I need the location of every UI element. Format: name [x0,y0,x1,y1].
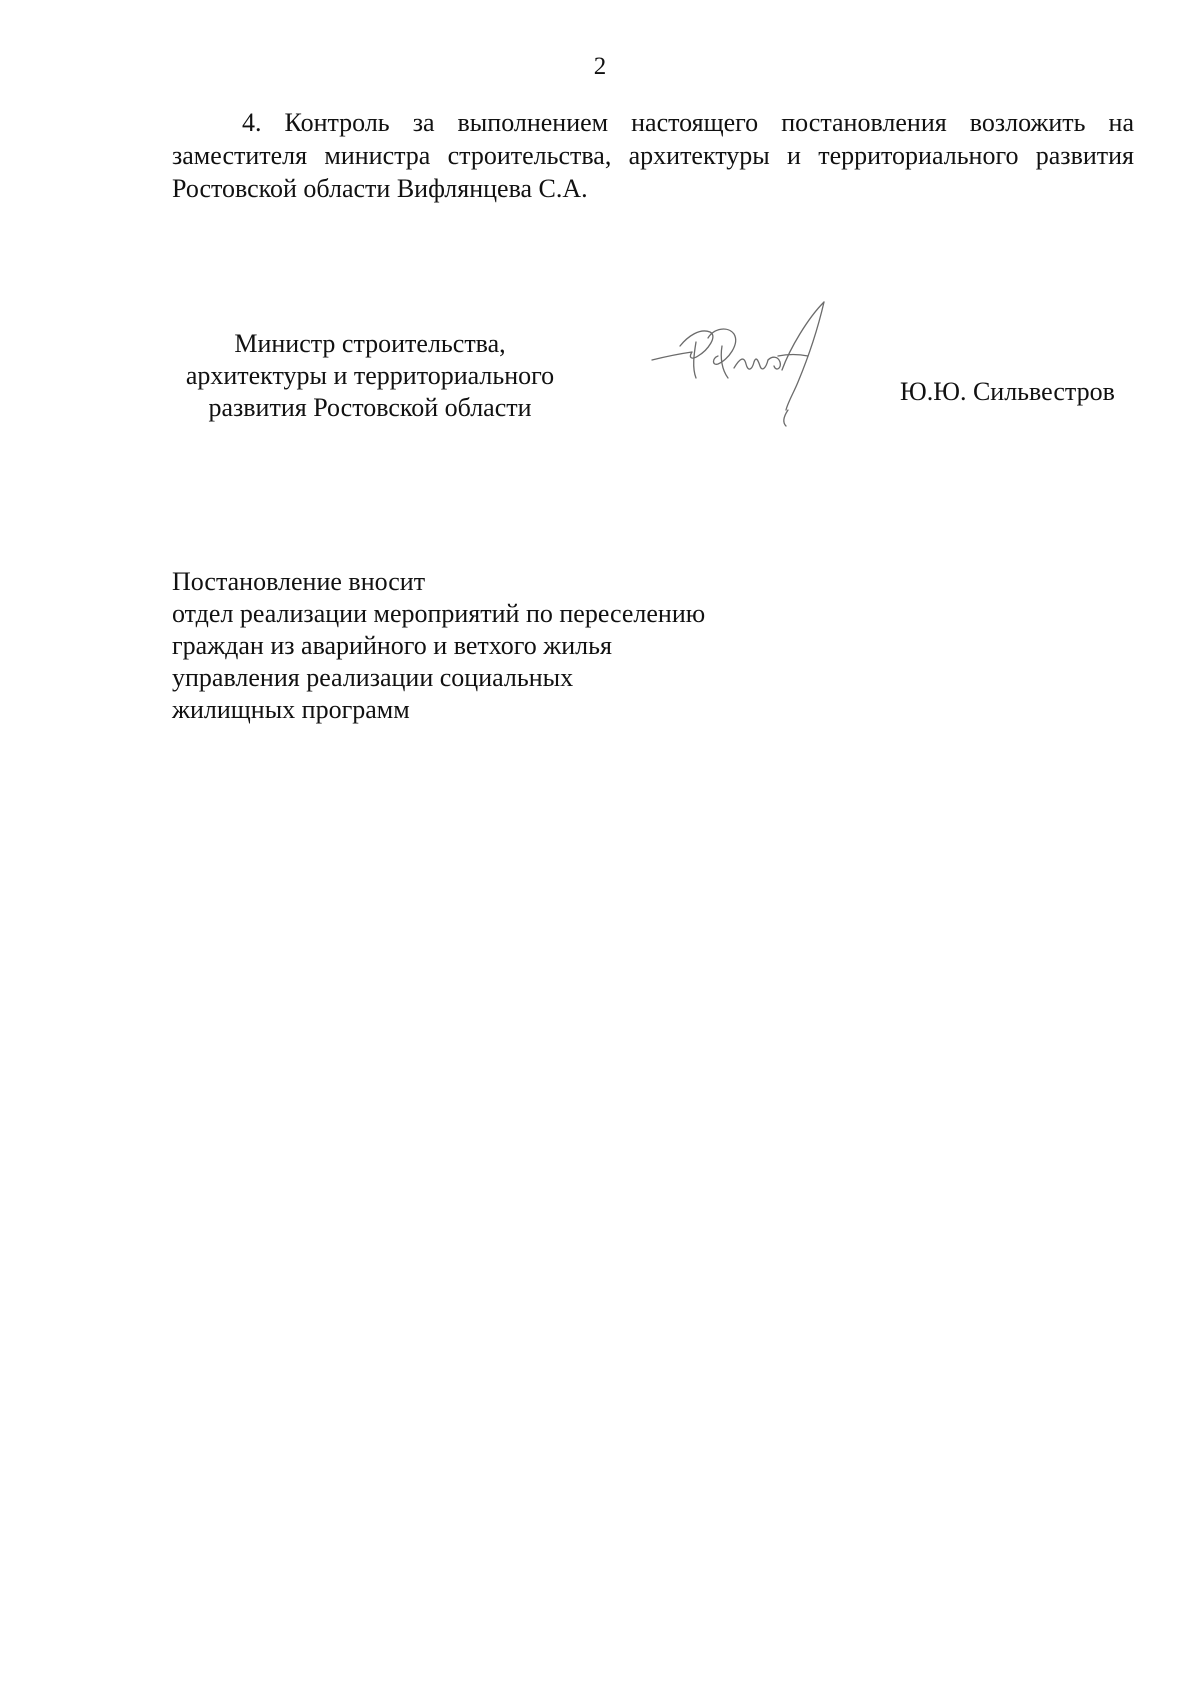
page-number: 2 [593,53,607,80]
note-line: граждан из аварийного и ветхого жилья [172,631,612,660]
note-line: управления реализации социальных [172,663,574,692]
note-line: Постановление вносит [172,567,426,596]
signatory-title-line: Министр строительства, [234,329,506,358]
note-line: отдел реализации мероприятий по переселению [172,599,706,628]
submitted-by-note [172,566,705,726]
paragraph-4: 4. Контроль за выполнением настоящего постановления возложить на заместителя министра строительства, архитектуры и территориального развития Ростовской области Вифлянцева С.А. [172,108,1134,203]
note-line: жилищных программ [172,695,410,724]
signatory-title-line: развития Ростовской области [208,393,532,422]
signatory-title-line: архитектуры и территориального [185,361,555,390]
handwritten-signature-icon [648,298,868,438]
signatory-name: Ю.Ю. Сильвестров [900,377,1115,406]
signatory-title [150,328,590,424]
